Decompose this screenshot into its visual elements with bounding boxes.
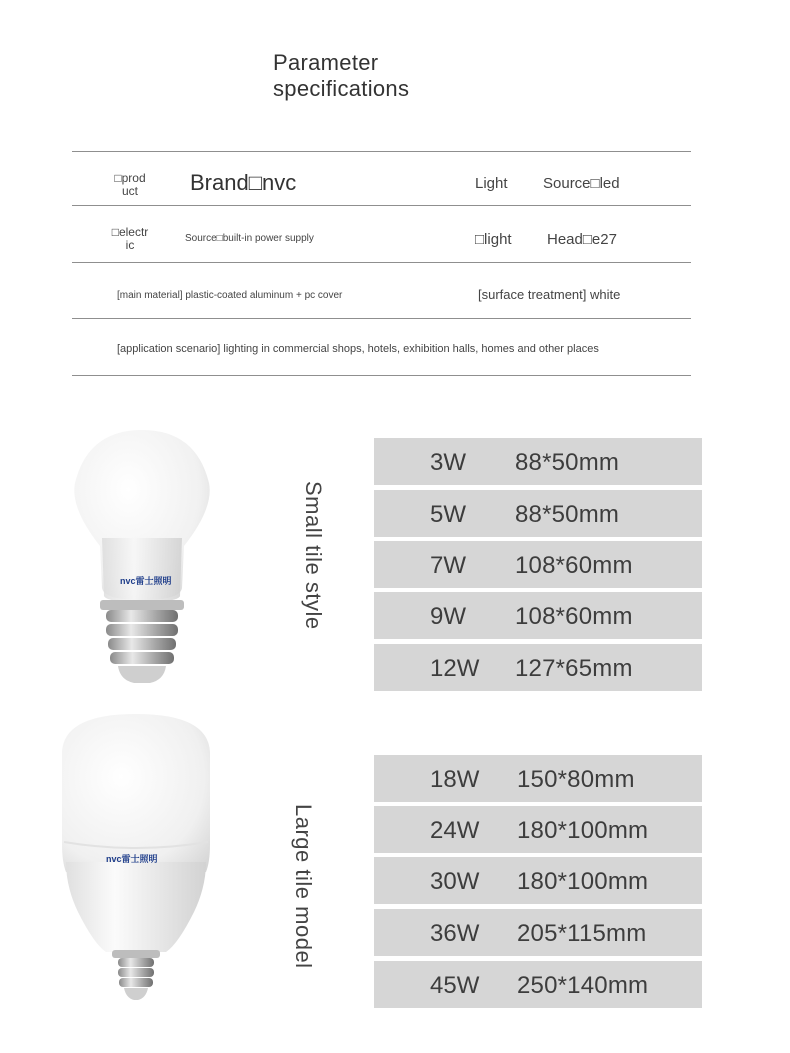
- light-label: Light: [475, 175, 508, 192]
- dimension-value: 180*100mm: [517, 868, 649, 895]
- watt-value: 45W: [430, 972, 480, 999]
- watt-value: 7W: [430, 552, 466, 579]
- source-value: Source□led: [543, 175, 620, 192]
- dimension-value: 150*80mm: [517, 766, 635, 793]
- small-bulb-image: [70, 428, 220, 690]
- spec-row-7w: [374, 541, 702, 588]
- small-bulb-logo: nvc雷士照明: [120, 576, 172, 586]
- spec-row-36w: [374, 909, 702, 956]
- large-tile-model-label: [290, 804, 316, 969]
- watt-value: 36W: [430, 920, 480, 947]
- material-value: [main material] plastic-coated aluminum + pc cover: [117, 290, 343, 301]
- dimension-value: 108*60mm: [515, 603, 633, 630]
- table-divider: [72, 318, 691, 319]
- watt-value: 18W: [430, 766, 480, 793]
- product-label-line2: uct: [121, 184, 138, 198]
- watt-value: 5W: [430, 501, 466, 528]
- head-value: Head□e27: [547, 231, 617, 248]
- page-title-line1: Parameter: [273, 50, 379, 75]
- table-divider: [72, 262, 691, 263]
- light-head-label: □light: [475, 231, 512, 248]
- table-divider: [72, 375, 691, 376]
- spec-row-3w: [374, 438, 702, 485]
- watt-value: 24W: [430, 817, 480, 844]
- dimension-value: 180*100mm: [517, 817, 649, 844]
- application-value: [application scenario] lighting in commercial shops, hotels, exhibition halls, homes and other places: [117, 343, 599, 355]
- watt-value: 3W: [430, 449, 466, 476]
- electric-label: [110, 226, 150, 252]
- power-supply-value: Source□built-in power supply: [185, 233, 314, 244]
- large-tile-label-line2: model: [291, 906, 316, 969]
- large-bulb-logo: nvc雷士照明: [106, 854, 158, 864]
- product-label-line1: □prod: [114, 171, 146, 185]
- spec-row-30w: [374, 857, 702, 904]
- spec-row-18w: [374, 755, 702, 802]
- dimension-value: 88*50mm: [515, 449, 620, 476]
- dimension-value: 127*65mm: [515, 655, 633, 682]
- watt-value: 30W: [430, 868, 480, 895]
- table-divider: [72, 151, 691, 152]
- table-divider: [72, 205, 691, 206]
- dimension-value: 250*140mm: [517, 972, 649, 999]
- spec-row-12w: [374, 644, 702, 691]
- electric-label-line2: ic: [125, 238, 135, 252]
- large-tile-label-line1: Large tile: [291, 804, 316, 900]
- spec-row-5w: [374, 490, 702, 537]
- spec-row-45w: [374, 961, 702, 1008]
- brand-value: Brand□nvc: [190, 170, 297, 195]
- page-title-line2: specifications: [273, 76, 410, 101]
- spec-row-24w: [374, 806, 702, 853]
- product-label: [110, 172, 150, 198]
- watt-value: 12W: [430, 655, 480, 682]
- large-bulb-image: [56, 712, 216, 1002]
- spec-row-9w: [374, 592, 702, 639]
- dimension-value: 205*115mm: [517, 920, 647, 947]
- dimension-value: 108*60mm: [515, 552, 633, 579]
- dimension-value: 88*50mm: [515, 501, 620, 528]
- electric-label-line1: □electr: [111, 225, 149, 239]
- surface-value: [surface treatment] white: [478, 287, 621, 302]
- watt-value: 9W: [430, 603, 466, 630]
- small-tile-style-label: Small tile style: [301, 481, 326, 630]
